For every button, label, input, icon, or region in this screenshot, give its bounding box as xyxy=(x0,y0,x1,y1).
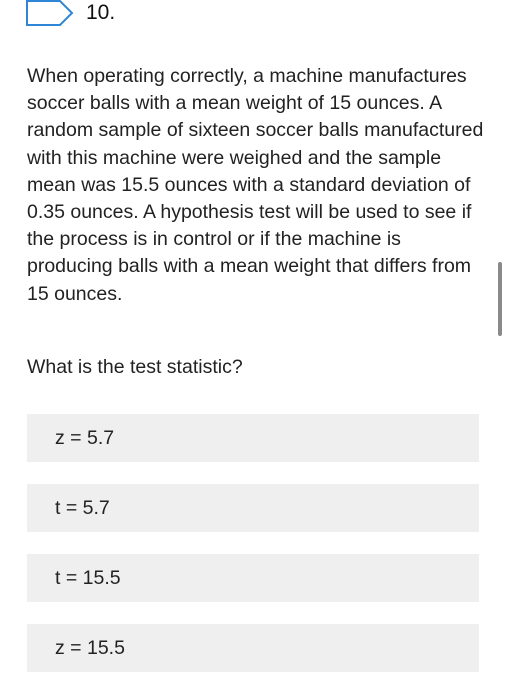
flag-outline-icon[interactable] xyxy=(26,0,74,26)
answer-option-label: z = 5.7 xyxy=(55,426,115,449)
answer-options xyxy=(27,414,479,694)
answer-option-2[interactable] xyxy=(27,484,479,532)
question-prompt: What is the test statistic? xyxy=(27,356,243,378)
question-number: 10. xyxy=(86,1,116,24)
answer-option-label: z = 15.5 xyxy=(55,636,125,659)
answer-option-label: t = 5.7 xyxy=(55,496,110,519)
answer-option-label: t = 15.5 xyxy=(55,566,121,589)
answer-option-3[interactable] xyxy=(27,554,479,602)
answer-option-4[interactable] xyxy=(27,624,479,672)
scrollbar-thumb[interactable] xyxy=(498,262,502,336)
question-header xyxy=(26,0,115,26)
question-text: When operating correctly, a machine manufactures soccer balls with a mean weight of 15 ounces. A random sample of sixteen soccer balls manufactured with this machine were weighed and the sample mean was 15.5 ounces with a standard deviation of 0.35 ounces. A hypothesis test will be used to see if the process is in control or if the machine is producing balls with a mean weight that differs from 15 ounces. xyxy=(27,65,484,305)
answer-option-1[interactable] xyxy=(27,414,479,462)
